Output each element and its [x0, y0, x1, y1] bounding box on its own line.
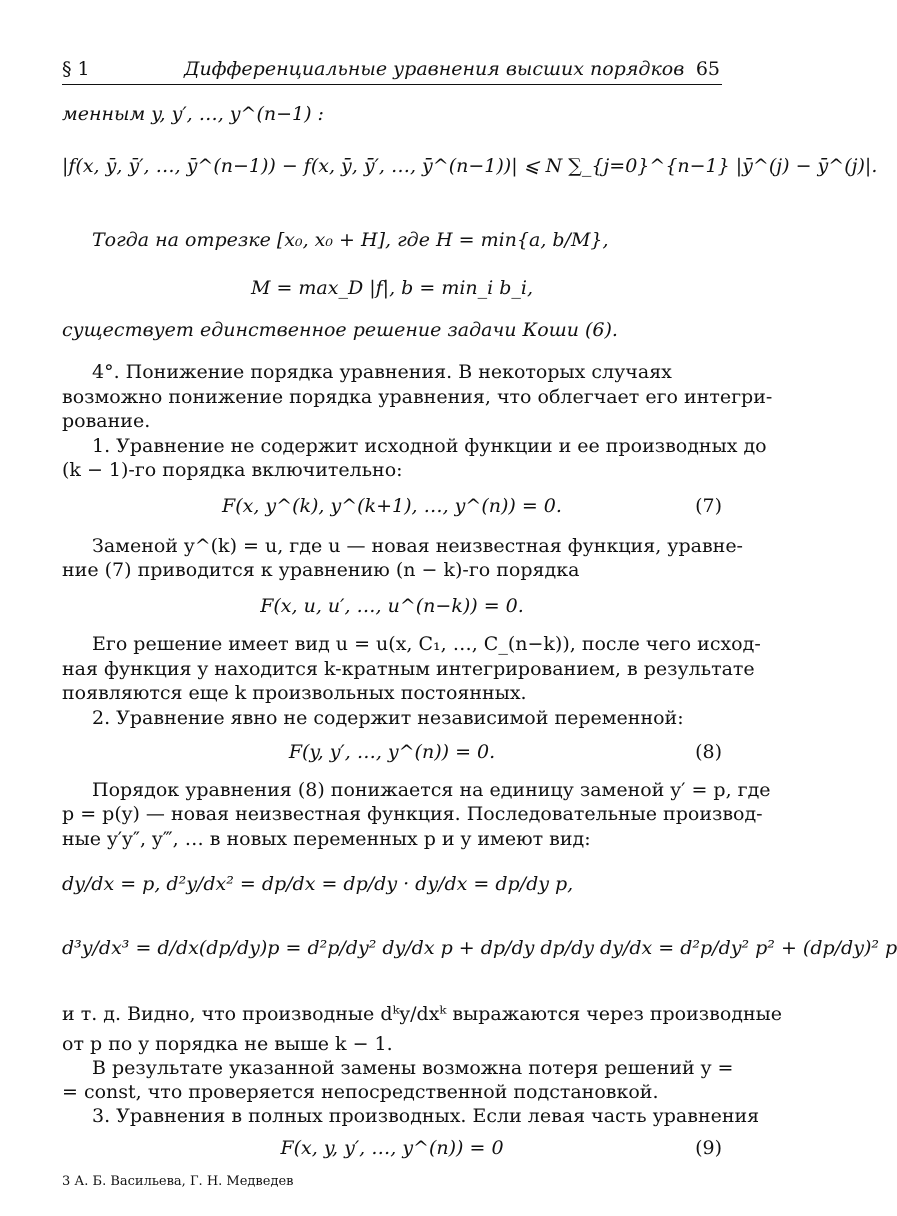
text-line: (k − 1)-го порядка включительно:	[62, 459, 403, 481]
equation-7: F(x, y^(k), y^(k+1), …, y^(n)) = 0.	[222, 495, 562, 517]
text-line: = const, что проверяется непосредственной подстановкой.	[62, 1081, 659, 1103]
running-header	[62, 58, 722, 85]
book-page	[62, 52, 897, 1202]
equation-number-7: (7)	[695, 495, 722, 517]
text-line: и т. д. Видно, что производные dᵏy/dxᵏ выражаются через производные	[62, 1003, 783, 1025]
text-line: 1. Уравнение не содержит исходной функции и ее производных до	[92, 435, 767, 457]
text-line: Порядок уравнения (8) понижается на единицу заменой y′ = p, где	[92, 779, 771, 801]
text-line: 2. Уравнение явно не содержит независимой переменной:	[92, 707, 684, 729]
equation-9: F(x, y, y′, …, y^(n)) = 0	[280, 1137, 504, 1159]
equation-number-9: (9)	[695, 1137, 722, 1159]
text-line: ные y′y″, y‴, … в новых переменных p и y имеют вид:	[62, 828, 591, 850]
text-line: от p по y порядка не выше k − 1.	[62, 1033, 393, 1055]
formula-max-min: M = max_D |f|, b = min_i b_i,	[250, 277, 534, 299]
section-mark: § 1	[62, 58, 90, 80]
text-line: рование.	[62, 410, 151, 432]
formula-derivatives-1: dy/dx = p, d²y/dx² = dp/dx = dp/dy · dy/dx = dp/dy p,	[62, 873, 574, 895]
running-title: Дифференциальные уравнения высших порядков	[184, 58, 685, 80]
page-number: 65	[695, 58, 720, 80]
text-line: p = p(y) — новая неизвестная функция. Последовательные производ-	[62, 803, 763, 825]
text-line: возможно понижение порядка уравнения, что облегчает его интегри-	[62, 386, 773, 408]
equation-number-8: (8)	[695, 741, 722, 763]
formula-reduced: F(x, u, u′, …, u^(n−k)) = 0.	[260, 595, 524, 617]
text-line: Заменой y^(k) = u, где u — новая неизвестная функция, уравне-	[92, 535, 743, 557]
text-line: В результате указанной замены возможна потеря решений y =	[92, 1057, 734, 1079]
text-line: существует единственное решение задачи Коши (6).	[62, 319, 618, 341]
text-line: ная функция y находится k-кратным интегрированием, в результате	[62, 658, 755, 680]
subsection-heading-line: 4°. Понижение порядка уравнения. В некоторых случаях	[92, 361, 672, 383]
text-line: появляются еще k произвольных постоянных.	[62, 682, 527, 704]
formula-lipschitz: |f(x, ȳ, ȳ′, …, ȳ^(n−1)) − f(x, ȳ̄, ȳ̄′, …, ȳ̄^(n−1))| ⩽ N ∑_{j=0}^{n−1} |ȳ^(j) − ȳ̄^(j)|.	[62, 155, 878, 177]
text-line: 3. Уравнения в полных производных. Если левая часть уравнения	[92, 1105, 760, 1127]
text-line: Его решение имеет вид u = u(x, C₁, …, C_(n−k)), после чего исход-	[92, 633, 761, 655]
formula-derivatives-2: d³y/dx³ = d/dx(dp/dy)p = d²p/dy² dy/dx p + dp/dy dp/dy dy/dx = d²p/dy² p² + (dp/dy)² p	[62, 937, 897, 959]
footer-signature: 3 А. Б. Васильева, Г. Н. Медведев	[62, 1174, 294, 1189]
text-line: менным y, y′, …, y^(n−1) :	[62, 103, 324, 125]
equation-8: F(y, y′, …, y^(n)) = 0.	[288, 741, 496, 763]
text-line: ние (7) приводится к уравнению (n − k)-го порядка	[62, 559, 580, 581]
text-line: Тогда на отрезке [x₀, x₀ + H], где H = min{a, b/M},	[92, 229, 609, 251]
